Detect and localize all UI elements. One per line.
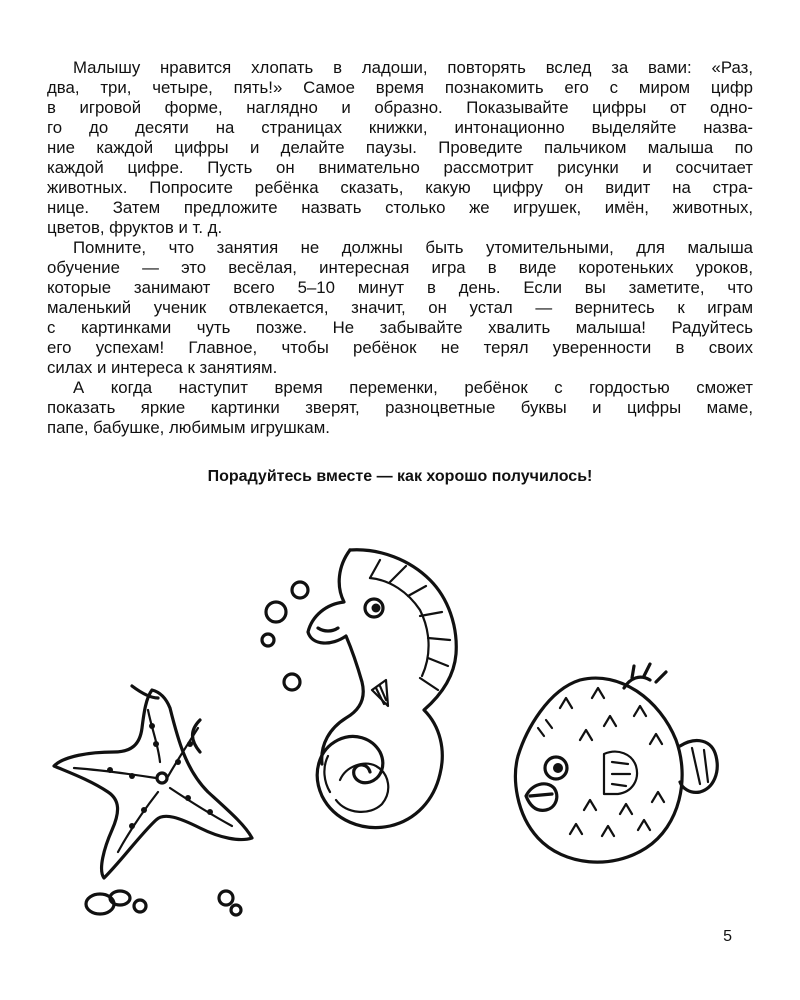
pufferfish-icon [515,664,717,862]
text-line: в игровой форме, наглядно и образно. Показывайте цифры от одно- [47,98,753,117]
body-text [47,58,753,438]
page-number: 5 [723,928,732,945]
paragraph-2 [47,238,753,378]
text-line: его успехам! Главное, чтобы ребёнок не терял уверенности в своих [47,338,753,357]
text-line: го до десяти на страницах книжки, интонационно выделяйте назва- [47,118,753,137]
text-line: А когда наступит время переменки, ребёнок с гордостью сможет [73,378,753,397]
text-line: Помните, что занятия не должны быть утомительными, для малыша [73,238,753,257]
text-line: каждой цифре. Пусть он внимательно рассмотрит рисунки и сосчитает [47,158,753,177]
text-line: ние каждой цифры и делайте паузы. Проведите пальчиком малыша по [47,138,753,157]
tagline: Порадуйтесь вместе — как хорошо получилось! [207,468,593,485]
text-line: нице. Затем предложите назвать столько же игрушек, имён, животных, [47,198,753,217]
text-line: Малышу нравится хлопать в ладоши, повторять вслед за вами: «Раз, [73,58,753,77]
seahorse-icon [308,550,456,828]
text-line: цветов, фруктов и т. д. [47,218,223,237]
text-line: два, три, четыре, пять!» Самое время познакомить его с миром цифр [47,78,753,97]
paragraph-3 [47,378,753,438]
text-line: обучение — это весёлая, интересная игра в виде коротеньких уроков, [47,258,753,277]
text-line: животных. Попросите ребёнка сказать, какую цифру он видит на стра- [47,178,753,197]
text-line: с картинками чуть позже. Не забывайте хвалить малыша! Радуйтесь [47,318,753,337]
text-line: маленький ученик отвлекается, значит, он устал — вернитесь к играм [47,298,753,317]
sea-creatures-illustration [40,530,740,930]
text-line: папе, бабушке, любимым игрушкам. [47,418,330,437]
starfish-icon [54,686,252,878]
text-line: силах и интереса к занятиям. [47,358,278,377]
text-line: которые занимают всего 5–10 минут в день. Если вы заметите, что [47,278,753,297]
paragraph-1 [47,58,753,238]
text-line: показать яркие картинки зверят, разноцветные буквы и цифры маме, [47,398,753,417]
